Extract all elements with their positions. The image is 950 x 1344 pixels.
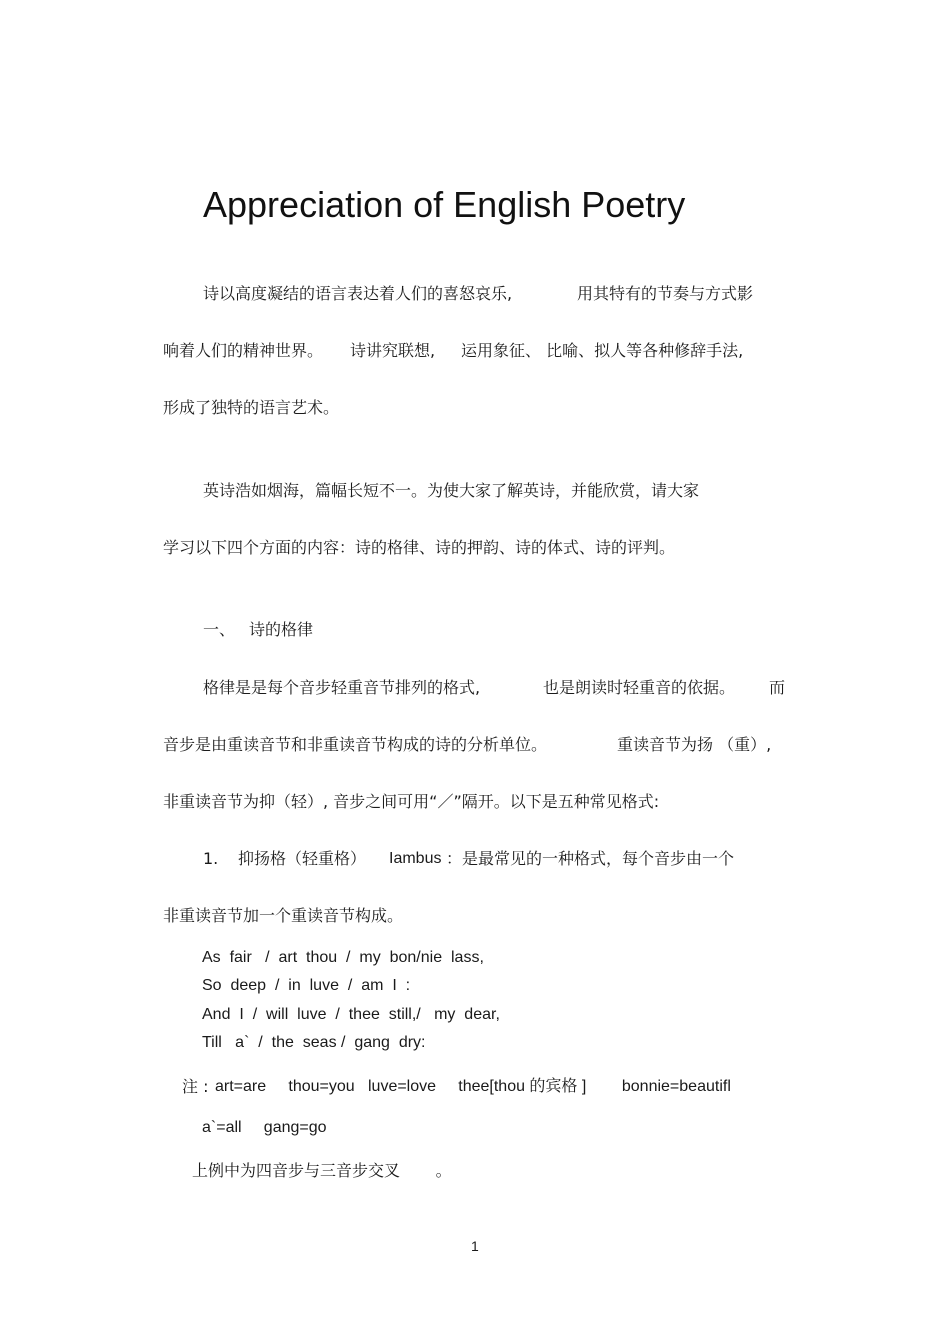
section1-heading: 诗的格律 [249,620,314,639]
note-line2: a`=all gang=go [202,1119,327,1136]
section1-p-line3: 非重读音节为抑（轻）, 音步之间可用“／”隔开。以下是五种常见格式: [163,792,660,811]
summary-line: 上例中为四音步与三音步交叉 。 [192,1161,452,1180]
poem-line: As fair / art thou / my bon/nie lass, [202,949,484,966]
item1-name: 抑扬格（轻重格） [238,849,367,868]
section1-p-line2b: 重读音节为扬 （重）, [617,735,772,754]
note-line1: art=are thou=you luve=love thee[thou 的宾格 ] bonnie=beautifl [215,1078,731,1095]
section1-number: 一、 [203,620,236,639]
intro-p1-line3: 形成了独特的语言艺术。 [163,398,340,417]
intro-p2-line1: 英诗浩如烟海，篇幅长短不一。为使大家了解英诗，并能欣赏，请大家 [203,481,700,500]
note-label: 注 : [182,1077,209,1096]
intro-p1-line1a: 诗以高度凝结的语言表达着人们的喜怒哀乐, [203,284,513,303]
section1-p-line1a: 格律是是每个音步轻重音节排列的格式, [203,678,481,697]
poem-line: So deep / in luve / am I : [202,977,411,994]
poem-line: And I / will luve / thee still,/ my dear, [202,1006,500,1023]
intro-p1-line2b: 诗讲究联想, [350,341,436,360]
section1-p-line1c: 而 [769,678,786,697]
intro-p2-line2: 学习以下四个方面的内容：诗的格律、诗的押韵、诗的体式、诗的评判。 [163,538,676,557]
section1-p-line1b: 也是朗读时轻重音的依据。 [543,678,736,697]
intro-p1-line2a: 响着人们的精神世界。 [163,341,324,360]
page-number: 1 [471,1238,479,1254]
poem-line: Till a` / the seas / gang dry: [202,1034,426,1051]
item1-number: 1. [203,849,219,868]
document-title: Appreciation of English Poetry [203,184,686,225]
intro-p1-line2c: 运用象征、 比喻、拟人等各种修辞手法, [461,341,744,360]
item1-term: Iambus [389,850,442,867]
item1-desc2: 非重读音节加一个重读音节构成。 [163,906,404,925]
item1-desc: ：是最常见的一种格式，每个音步由一个 [446,849,735,868]
section1-p-line2a: 音步是由重读音节和非重读音节构成的诗的分析单位。 [163,735,548,754]
intro-p1-line1b: 用其特有的节奏与方式影 [577,284,754,303]
